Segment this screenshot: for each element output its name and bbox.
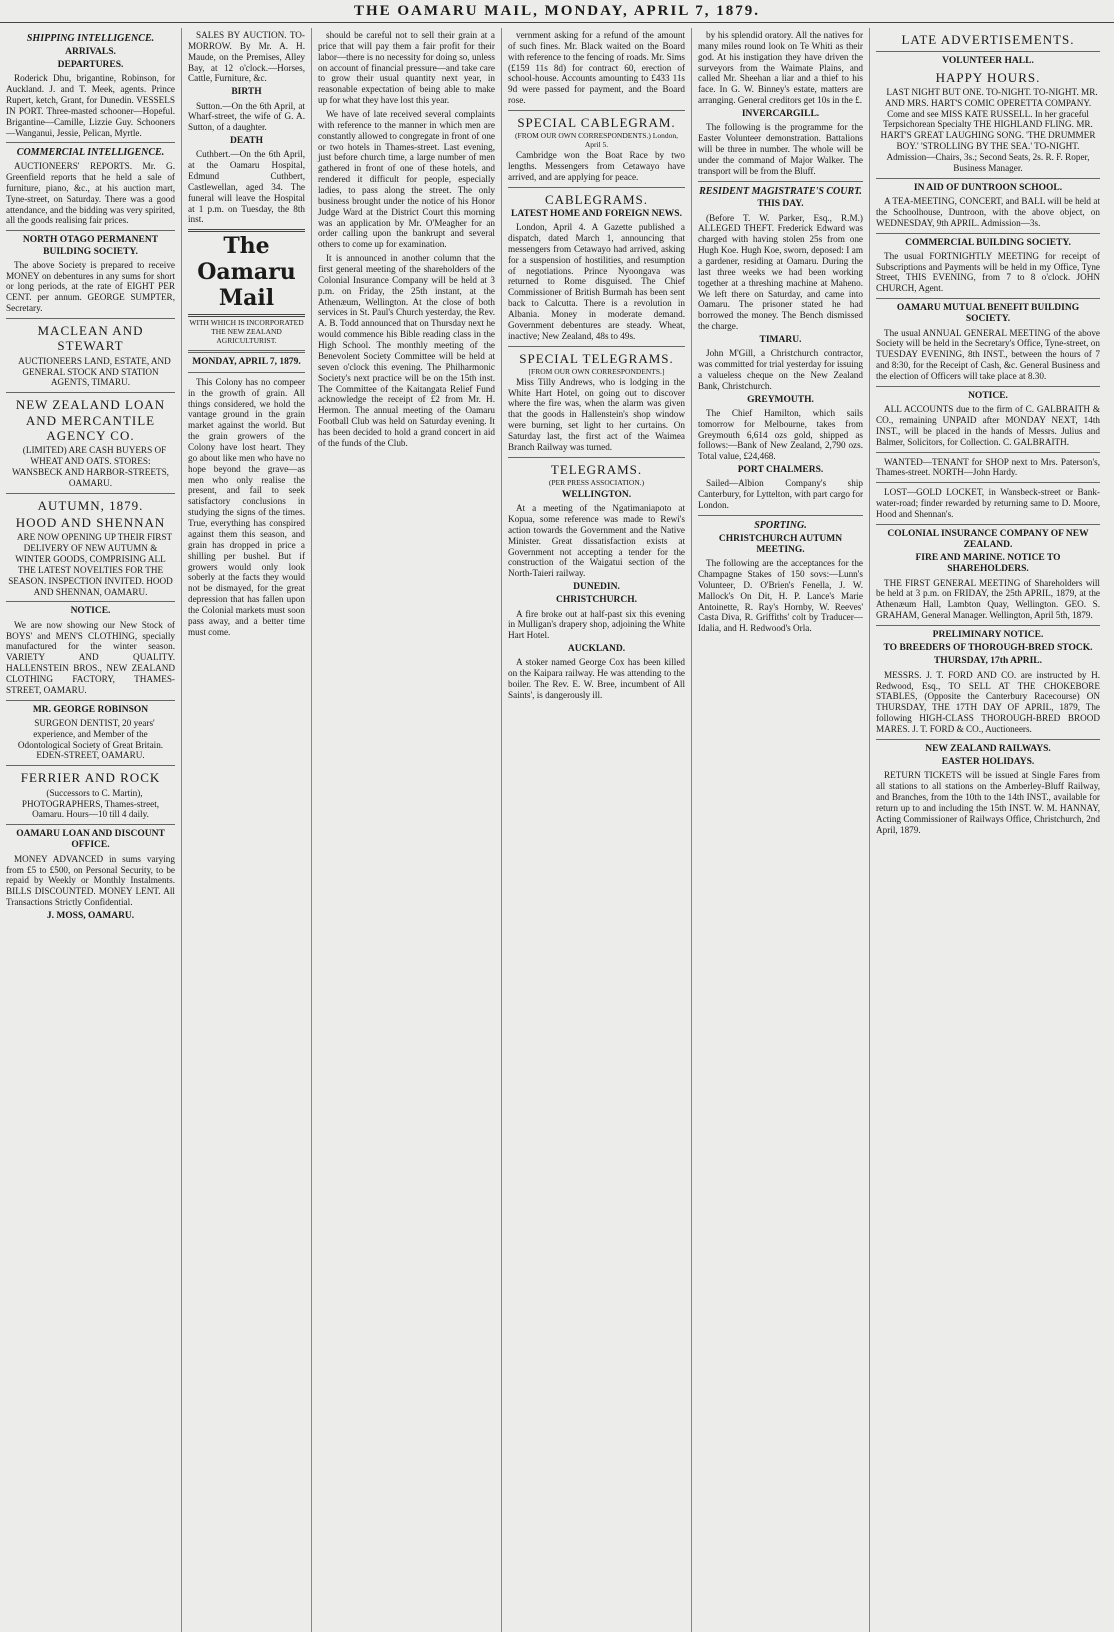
thursday-heading: THURSDAY, 17th APRIL. xyxy=(933,656,1043,667)
mutual-heading: OAMARU MUTUAL BENEFIT BUILDING SOCIETY. xyxy=(896,303,1080,325)
loan-text: MONEY ADVANCED in sums varying from £5 to £500, on Personal Security, to be repaid by Weekly or Monthly Instalments. BILLS DISCOUNTED. MONEY LENT. All Transactions Strictly Confidential. xyxy=(6,853,175,908)
special-cablegram-sub: (FROM OUR OWN CORRESPONDENTS.) London, April 5. xyxy=(515,131,678,150)
wellington-text: At a meeting of the Ngatimaniapoto at Kopua, some reference was made to Rewi's action towards the Government and the Native Minister. Great dissatisfaction exists at Government not accepting a tender for the construction of the Waigatui section of the North-Taieri railway. xyxy=(508,503,685,579)
column-3 xyxy=(312,28,502,1632)
rm-court-text: (Before T. W. Parker, Esq., R.M.) ALLEGED THEFT. Frederick Edward was charged with having stolen 25s from one Hugh Koe. Hugh Koe, sworn, deposed: I am a gardener, residing at Oamaru. During the last three weeks we had been working together at a threshing machine at Maheno. We left there on Saturday, and came into Oamaru. The prisoner stated he had borrowed the money. The Bench dismissed the charge. xyxy=(698,212,863,332)
loan-footer: J. MOSS, OAMARU. xyxy=(46,910,135,921)
cbs-text: The usual FORTNIGHTLY MEETING for receipt of Subscriptions and Payments will be held in my Office, Tyne Street, THIS EVENING, from 7 to 8 o'clock. JOHN CHURCH, Agent. xyxy=(876,250,1100,294)
maclean-text: AUCTIONEERS LAND, ESTATE, AND GENERAL STOCK AND STATION AGENTS, TIMARU. xyxy=(18,355,171,388)
port-chalmers-heading: PORT CHALMERS. xyxy=(737,465,824,476)
column-1 xyxy=(0,28,182,1632)
special-telegrams-sub: [FROM OUR OWN CORRESPONDENTS.] xyxy=(528,366,665,376)
date-line: MONDAY, APRIL 7, 1879. xyxy=(192,356,301,367)
maclean-heading: MACLEAN AND STEWART xyxy=(37,323,144,354)
paper-subtitle: WITH WHICH IS INCORPORATED THE NEW ZEALAND AGRICULTURIST. xyxy=(189,318,304,345)
wellington-heading: WELLINGTON. xyxy=(561,489,632,500)
notice-text: We are now showing our New Stock of BOYS' and MEN'S CLOTHING, specially manufactured for the winter season. VARIETY AND QUALITY. HALLENSTEIN BROS., NEW ZEALAND CLOTHING FACTORY, THAMES-STREET, OAMARU. xyxy=(6,619,175,695)
duntroon-heading: IN AID OF DUNTROON SCHOOL. xyxy=(913,182,1063,193)
nzloan-heading: NEW ZEALAND LOAN AND MERCANTILE AGENCY CO. xyxy=(15,397,166,443)
cablegrams-heading: CABLEGRAMS. xyxy=(544,191,649,207)
cic-heading: COLONIAL INSURANCE COMPANY OF NEW ZEALAND. xyxy=(887,528,1089,550)
sporting-sub: CHRISTCHURCH AUTUMN MEETING. xyxy=(718,533,843,555)
sporting-text: The following are the acceptances for the Champagne Stakes of 150 sovs:—Lunn's Volunteer, D. O'Brien's Fenella, J. W. Mallock's On Dit, H. P. Lance's Marie Antoinette, R. Ray's Hornby, W. Reeves' Casta Diva, R. Griffiths' colt by Traducer—Idalia, and H. Redwood's Orla. xyxy=(698,558,863,634)
autumn-heading: AUTUMN, 1879. xyxy=(37,497,144,513)
birth-text: Sutton.—On the 6th April, at Wharf-street, the wife of G. A. Sutton, of a daughter. xyxy=(188,100,305,133)
ford-text: MESSRS. J. T. FORD AND CO. are instructed by H. Redwood, Esq., TO SELL AT THE CHOKEBORE STABLES, (Opposite the Canterbury Racecourse) ON THURSDAY, THE 17TH DAY OF APRIL, 1879, The following HIGH-CLASS THOROUGH-BRED BROOD MARES. J. T. FORD & CO., Auctioneers. xyxy=(876,669,1100,734)
cic-sub: FIRE AND MARINE. NOTICE TO SHAREHOLDERS. xyxy=(915,553,1061,575)
birth-heading: BIRTH xyxy=(231,87,262,98)
paper-title: The Oamaru Mail xyxy=(188,229,305,317)
special-cablegram-heading: SPECIAL CABLEGRAM. xyxy=(517,115,676,131)
telegrams-heading: TELEGRAMS. xyxy=(550,461,643,477)
port-chalmers-text: Sailed—Albion Company's ship Canterbury, for Lyttelton, with part cargo for London. xyxy=(698,478,863,511)
column-6 xyxy=(870,28,1106,1632)
railways-sub: EASTER HOLIDAYS. xyxy=(941,757,1035,768)
christchurch-text: A fire broke out at half-past six this evening in Mulligan's drapery shop, adjoining the White Hart Hotel. xyxy=(508,608,685,641)
ferrier-heading: FERRIER AND ROCK xyxy=(20,770,161,786)
notice-text-col6: ALL ACCOUNTS due to the firm of C. GALBRAITH & CO., remaining UNPAID after MONDAY NEXT, 14th INST., will be placed in the hands of Messrs. Julius and Balmer, Solicitors, for Collection. C. GALBRAITH. xyxy=(876,404,1100,447)
telegrams-sub: (PER PRESS ASSOCIATION.) xyxy=(548,478,645,488)
ferrier-text: (Successors to C. Martin), PHOTOGRAPHERS, Thames-street, Oamaru. Hours—10 till 4 daily. xyxy=(21,787,160,820)
prelim-heading: PRELIMINARY NOTICE. xyxy=(932,630,1044,641)
duntroon-text: A TEA-MEETING, CONCERT, and BALL will be held at the Schoolhouse, Duntroon, with the above object, on WEDNESDAY, 9th APRIL. Admission—3s. xyxy=(876,195,1100,228)
arrivals-heading: ARRIVALS. xyxy=(65,46,116,57)
wanted-ad: WANTED—TENANT for SHOP next to Mrs. Paterson's, Thames-street. NORTH—John Hardy. xyxy=(876,456,1100,478)
greymouth-heading: GREYMOUTH. xyxy=(747,394,814,405)
dunedin-heading: DUNEDIN. xyxy=(573,582,620,593)
col4-text-1: vernment asking for a refund of the amount of such fines. Mr. Black waited on the Board with reference to the fencing of roads. Mr. Sims (£159 11s 8d) for contract 60, erection of school-house. Accounts amounting to £433 11s 9d were passed for payment, and the Board rose. xyxy=(508,30,685,106)
happy-hours-text: LAST NIGHT BUT ONE. TO-NIGHT. TO-NIGHT. MR. AND MRS. HART'S COMIC OPERETTA COMPANY. Come and see MISS KATE RUSSELL. In her graceful Terpsichorean Specialty THE HIGHLAND FLING. MR. HART'S GREAT LAUGHING SONG. 'THE DRUMMER BOY.' 'STROLLING BY THE SEA.' TO-NIGHT. Admission—Chairs, 3s.; Second Seats, 2s. R. F. Roper, Business Manager. xyxy=(880,86,1098,173)
col3-text-3: It is announced in another column that the first general meeting of the shareholders of the Colonial Insurance Company will be held at 3 p.m. on Friday, the 25th instant, at the Athenæum, Wellington. At the close of both services in St. Paul's Church yesterday, the Rev. A. B. Todd announced that on Thursday next he would commence his Bible reading class in the High School. The monthly meeting of the Benevolent Society Committee will be held at seven o'clock this evening. The Philharmonic Society's next practice will be on the 15th inst. The Committee of the Kaitangata Relief Fund acknowledge the receipt of £2 from Mr. H. Hermon. The annual meeting of the Oamaru Football Club was held on Saturday evening. It has been decided to hold a grand concert in aid of the funds of the Club. xyxy=(318,253,495,448)
mutual-text: The usual ANNUAL GENERAL MEETING of the above Society will be held in the Secretary's Office, Tyne-street, on TUESDAY EVENING, 8th INST., between the hours of 7 and 8:30, for the Receipt of Cash, &c. General Business and the election of Officers will take place at 8.30. xyxy=(876,327,1100,381)
col3-text-2: We have of late received several complaints with reference to the manner in which men are constantly allowed to congregate in front of one or two hotels in Thames-street. Last evening, just before church time, a large number of men gathered in front of one of these hotels, and rendered it difficult for people, especially ladies, to pass along the street. The only business brought under the notice of his Honor Judge Ward at the District Court this morning was an application by Mr. O'Meagher for an order calling upon the bankrupt and several others to come up for examination. xyxy=(318,109,495,250)
railways-text: RETURN TICKETS will be issued at Single Fares from all stations to all stations on the Amberley-Bluff Railway, and Branches, from the 10th to the 14th INST., available for return up to and including the 15th INST. W. M. HANNAY, Acting Commissioner of Railways Office, Christchurch, 2nd April, 1879. xyxy=(876,770,1100,835)
special-telegrams-heading: SPECIAL TELEGRAMS. xyxy=(519,350,674,366)
cablegrams-text: London, April 4. A Gazette published a dispatch, dated March 1, announcing that messengers from Cetawayo had arrived, asking for a suspension of hostilities, and resumption of negotiations. Prince Nyoongava was returned to Rome disguised. The Chief Commissioner of British Burmah has been sent back to Calcutta. There is a revolution in Albania. Money in moderate demand. Government debentures are steady. Wheat, inactive; New Zealand, 48s to 49s. xyxy=(508,222,685,341)
dentist-text: SURGEON DENTIST, 20 years' experience, and Member of the Odontological Society of Great Britain. EDEN-STREET, OAMARU. xyxy=(17,717,164,761)
column-4 xyxy=(502,28,692,1632)
society-text: The above Society is prepared to receive MONEY on debentures in any sums for short or long periods, at the rate of EIGHT PER CENT. per annum. GEORGE SUMPTER, Secretary. xyxy=(6,259,175,314)
christchurch-heading: CHRISTCHURCH. xyxy=(555,595,638,606)
cic-text: THE FIRST GENERAL MEETING of Shareholders will be held at 3 p.m. on FRIDAY, the 25th APRIL, 1879, at the Athenæum Hall, Lambton Quay, Wellington. GEO. S. GRAHAM, General Manager. Wellington, April 5th, 1879. xyxy=(876,577,1100,621)
column-5 xyxy=(692,28,870,1632)
invercargill-heading: INVERCARGILL. xyxy=(741,109,820,120)
departures-heading: DEPARTURES. xyxy=(57,60,124,70)
notice-heading-col6: NOTICE. xyxy=(968,390,1008,401)
dentist-heading: MR. GEORGE ROBINSON xyxy=(32,704,149,715)
commercial-text: AUCTIONEERS' REPORTS. Mr. G. Greenfield reports that he held a sale of furniture, piano, &c., at his auction mart, Tyne-street, on Saturday. There was a good attendance, and the bidding was very spirited, all the goods realising fair prices. xyxy=(6,161,175,226)
death-heading: DEATH xyxy=(229,136,264,147)
happy-hours-heading: HAPPY HOURS. xyxy=(935,69,1041,85)
sales-text: SALES BY AUCTION. TO-MORROW. By Mr. A. H. Maude, on the Premises, Alley Bay, at 12 o'clock.—Horses, Cattle, Furniture, &c. xyxy=(188,30,305,84)
timaru-heading: TIMARU. xyxy=(759,334,802,345)
shipping-heading: SHIPPING INTELLIGENCE. xyxy=(26,33,155,44)
volunteer-hall-heading: VOLUNTEER HALL. xyxy=(942,56,1034,67)
cablegrams-sub: LATEST HOME AND FOREIGN NEWS. xyxy=(511,208,682,219)
greymouth-text: The Chief Hamilton, which sails tomorrow for Melbourne, takes from Greymouth 6,614 ozs gold, shipped as follows:—Bank of New Zealand, 2,790 ozs. Total value, £24,468. xyxy=(698,407,863,462)
rm-court-sub: THIS DAY. xyxy=(757,199,804,210)
invercargill-text: The following is the programme for the Easter Volunteer demonstration. Battalions will be three in number. The whole will be under the command of Major Walker. The transport will be from the Bluff. xyxy=(698,122,863,176)
timaru-text: John M'Gill, a Christchurch contractor, was committed for trial yesterday for issuing a valueless cheque on the New Zealand Bank, Christchurch. xyxy=(698,348,863,391)
rm-court-heading: RESIDENT MAGISTRATE'S COURT. xyxy=(699,185,862,197)
breeders-heading: TO BREEDERS OF THOROUGH-BRED STOCK. xyxy=(883,643,1093,654)
death-text: Cuthbert.—On the 6th April, at the Oamaru Hospital, Edmund Cuthbert, Castlewellan, aged 34. The funeral will leave the Hospital at 1 p.m. on Tuesday, the 8th inst. xyxy=(188,149,305,225)
notice-heading: NOTICE. xyxy=(70,606,111,617)
editorial-text: This Colony has no compeer in the growth of grain. All things considered, we hold the vantage ground in the grain market against the world. But the grain growers of the Colony have lost heart. They go about like men who have no hope beyond the grave—as men who only realise the present, and fail to seek satisfactory conclusions in studying the signs of the times. True, everything has conspired against them this season, and grain has dropped in price a shilling per bushel. But if growers would only look soberly at the facts they would not be dismayed, for the great depression that has fallen upon the Colonial markets must soon pass away, and a better time must come. xyxy=(188,376,305,637)
hood-heading: HOOD AND SHENNAN xyxy=(15,515,166,530)
loan-heading: OAMARU LOAN AND DISCOUNT OFFICE. xyxy=(16,829,165,851)
special-telegrams-text: Miss Tilly Andrews, who is lodging in the White Hart Hotel, on going out to discover where the fire was, when the alarm was given that the goods in Hallenstein's shop window were burning, set light to her curtains. On Saturday last, the first act of the Waimea Branch Railway was turned. xyxy=(508,376,685,452)
auckland-heading: AUCKLAND. xyxy=(567,644,626,655)
society-heading: NORTH OTAGO PERMANENT BUILDING SOCIETY. xyxy=(22,235,159,257)
lost-ad: LOST—GOLD LOCKET, in Wansbeck-street or Bank-water-road; finder rewarded by returning same to D. Moore, Hood and Shennan's. xyxy=(876,487,1100,519)
hood-text: ARE NOW OPENING UP THEIR FIRST DELIVERY OF NEW AUTUMN & WINTER GOODS, COMPRISING ALL THE LATEST NOVELTIES FOR THE SEASON. INSPECTION INVITED. HOOD AND SHENNAN, OAMARU. xyxy=(8,532,173,597)
columns xyxy=(0,28,1114,1632)
nzloan-text: (LIMITED) ARE CASH BUYERS OF WHEAT AND OATS. STORES: WANSBECK AND HARBOR-STREETS, OAMARU. xyxy=(12,445,169,488)
commercial-heading: COMMERCIAL INTELLIGENCE. xyxy=(16,147,165,159)
column-2 xyxy=(182,28,312,1632)
cbs-heading: COMMERCIAL BUILDING SOCIETY. xyxy=(905,237,1071,248)
col3-text-1: should be careful not to sell their grain at a price that will pay them a fair profit for their labor—there is no necessity for doing so, unless on account of financial pressure—and take care to grow their usual quantity next year, in reasonable expectation of being able to make up for what they have lost this year. xyxy=(318,30,495,106)
sporting-heading: SPORTING. xyxy=(754,519,807,531)
auckland-text: A stoker named George Cox has been killed on the Kaipara railway. He was attending to the boiler. The Rev. E. W. Bree, incumbent of All Saints', is dangerously ill. xyxy=(508,657,685,700)
col5-text-1: by his splendid oratory. All the natives for many miles round look on Te Whiti as their god. At his instigation they have driven the surveyors from the Waimate Plains, and called Mr. Sheehan a liar and a thief to his face. In G. W. Binney's estate, matters are arranging. General creditors get 10s in the £. xyxy=(698,30,863,106)
masthead: THE OAMARU MAIL, MONDAY, APRIL 7, 1879. xyxy=(0,0,1114,23)
railways-heading: NEW ZEALAND RAILWAYS. xyxy=(925,743,1051,754)
shipping-text: Roderick Dhu, brigantine, Robinson, for Auckland. J. and T. Meek, agents. Prince Rupert, ketch, Grant, for Dunedin. VESSELS IN PORT. Three-masted schooner—Hopeful. Brigantine—Camille, Lizzie Guy. Schooners—Wanganui, Jessie, Pelican, Myrtle. xyxy=(6,73,175,138)
special-cablegram-text: Cambridge won the Boat Race by two lengths. Messengers from Cetawayo have arrived, and are applying for peace. xyxy=(508,150,685,182)
late-ads-heading: LATE ADVERTISEMENTS. xyxy=(901,32,1075,47)
